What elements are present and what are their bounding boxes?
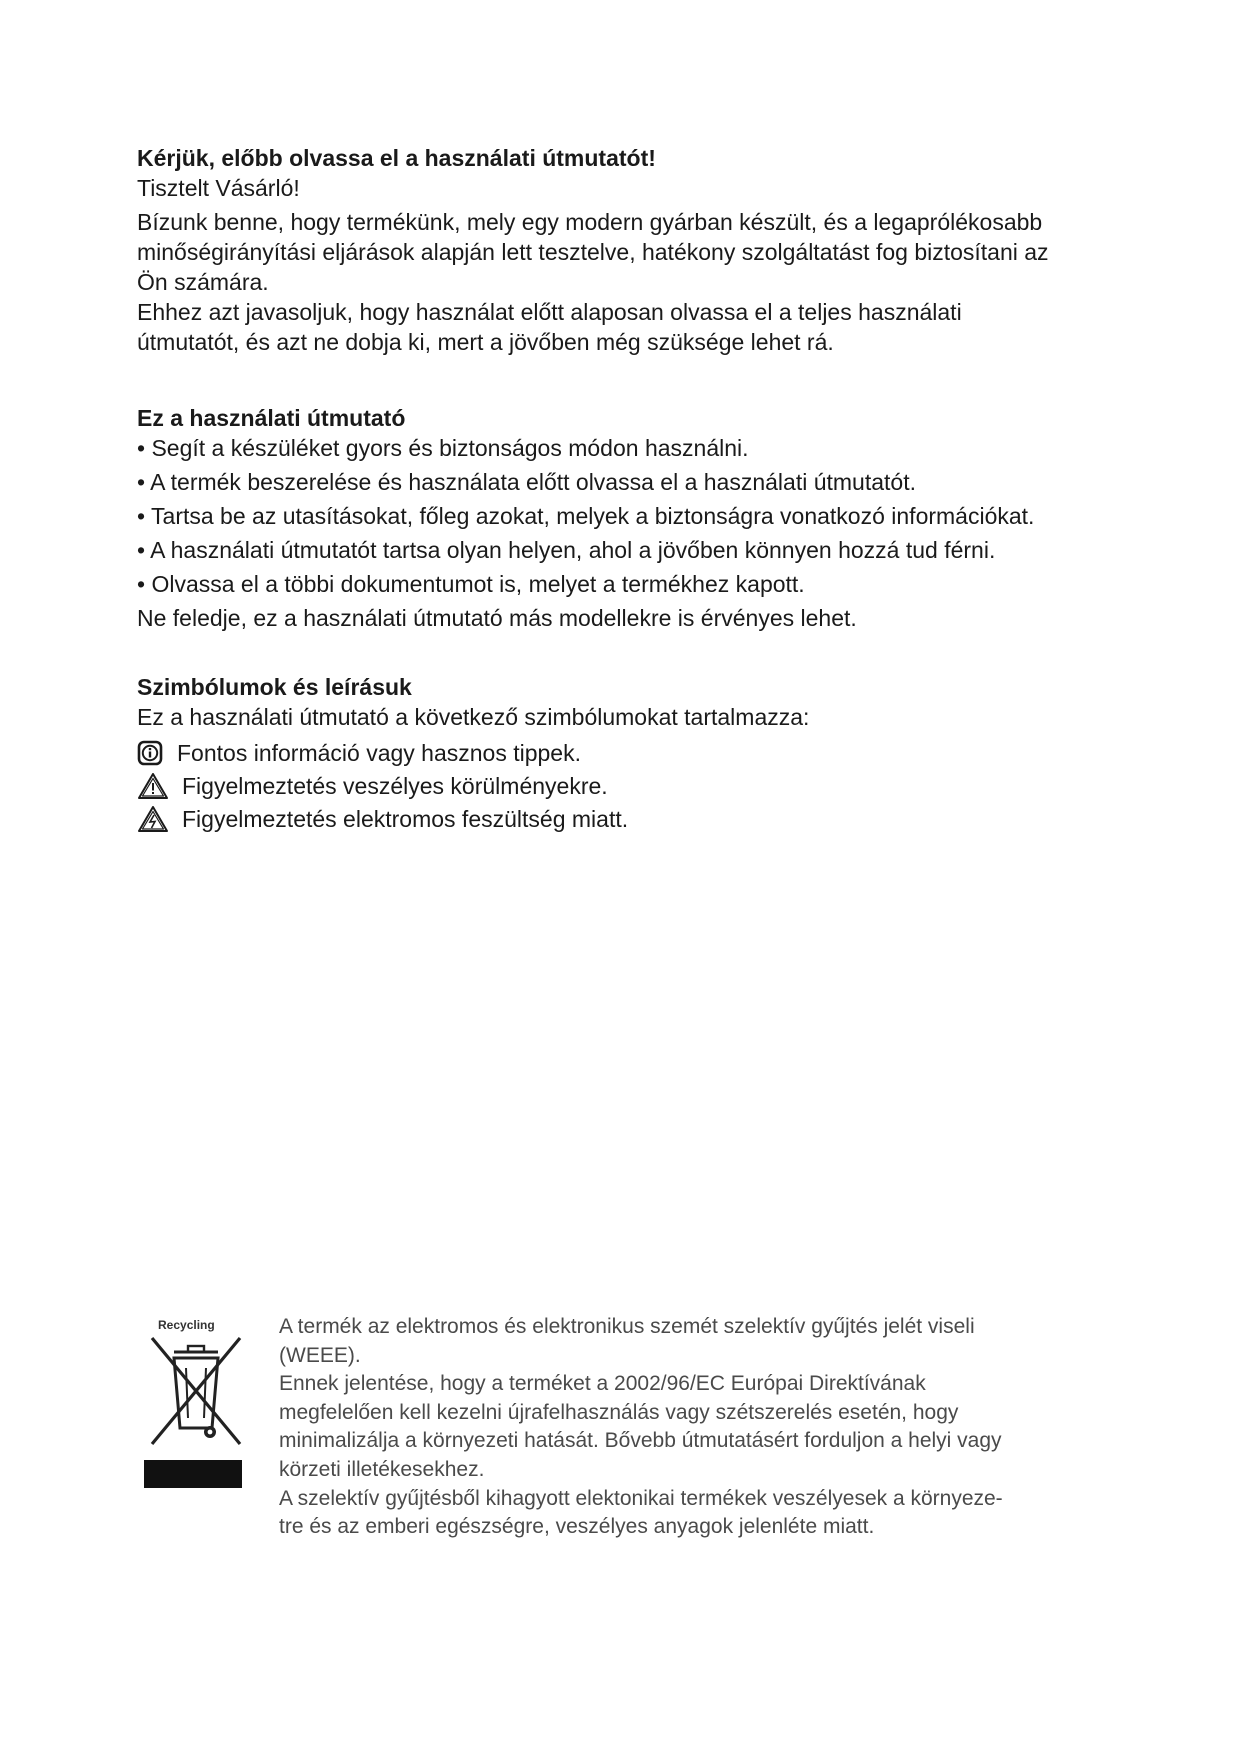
symbols-intro: Ez a használati útmutató a következő szimbólumokat tartalmazza:	[137, 704, 810, 730]
manual-heading: Ez a használati útmutató	[137, 405, 406, 431]
bullet-item: • A termék beszerelése és használata előtt olvassa el a használati útmutatót.	[137, 469, 916, 495]
bullet-item: • Segít a készüléket gyors és biztonságos módon használni.	[137, 435, 749, 461]
intro-paragraph-line: minőségirányítási eljárások alapján lett tesztelve, hatékony szolgáltatást fog biztosítani az	[137, 239, 1049, 265]
weee-line: Ennek jelentése, hogy a terméket a 2002/96/EC Európai Direktívának	[279, 1372, 926, 1396]
crossed-bin-icon	[144, 1332, 248, 1492]
electric-warning-icon	[137, 805, 169, 833]
weee-line: körzeti illetékesekhez.	[279, 1457, 485, 1481]
intro-heading: Kérjük, előbb olvassa el a használati útmutatót!	[137, 145, 656, 171]
bullet-item: • Tartsa be az utasításokat, főleg azokat, melyek a biztonságra vonatkozó információkat.	[137, 503, 1035, 529]
greeting: Tisztelt Vásárló!	[137, 175, 300, 201]
warning-triangle-icon	[137, 772, 169, 800]
symbol-row-info	[137, 736, 809, 769]
bullet-item: • Olvassa el a többi dokumentumot is, melyet a termékhez kapott.	[137, 571, 805, 597]
weee-line: megfelelően kell kezelni újrafelhasználás vagy szétszerelés esetén, hogy	[279, 1400, 959, 1424]
recycling-label: Recycling	[158, 1318, 215, 1332]
intro-paragraph-line: Ehhez azt javasoljuk, hogy használat előtt alaposan olvassa el a teljes használati	[137, 299, 962, 325]
weee-line: A szelektív gyűjtésből kihagyott elektonikai termékek veszélyesek a környeze-	[279, 1486, 1003, 1510]
info-icon	[137, 740, 163, 766]
symbol-electric-text: Figyelmeztetés elektromos feszültség miatt.	[182, 805, 629, 832]
manual-note: Ne feledje, ez a használati útmutató más modellekre is érvényes lehet.	[137, 605, 857, 631]
intro-paragraph-line: Bízunk benne, hogy termékünk, mely egy modern gyárban készült, és a legaprólékosabb	[137, 209, 1043, 235]
symbol-info-text: Fontos információ vagy hasznos tippek.	[177, 739, 581, 766]
intro-section	[137, 143, 1049, 357]
weee-text	[279, 1313, 1003, 1542]
symbol-row-electric	[137, 802, 809, 835]
symbols-section	[137, 672, 809, 835]
weee-line: (WEEE).	[279, 1343, 361, 1367]
bullet-item: • A használati útmutatót tartsa olyan helyen, ahol a jövőben könnyen hozzá tud férni.	[137, 537, 996, 563]
weee-line: tre és az emberi egészségre, veszélyes anyagok jelenléte miatt.	[279, 1515, 875, 1539]
symbols-heading: Szimbólumok és leírásuk	[137, 674, 412, 700]
intro-paragraph-line: Ön számára.	[137, 269, 269, 295]
intro-paragraph-line: útmutatót, és azt ne dobja ki, mert a jövőben még szüksége lehet rá.	[137, 329, 834, 355]
symbol-warning-text: Figyelmeztetés veszélyes körülményekre.	[182, 772, 608, 799]
manual-section	[137, 403, 1034, 633]
symbol-row-warning	[137, 769, 809, 802]
weee-line: A termék az elektromos és elektronikus szemét szelektív gyűjtés jelét viseli	[279, 1315, 975, 1338]
weee-line: minimalizálja a környezeti hatását. Bővebb útmutatásért forduljon a helyi vagy	[279, 1429, 1002, 1453]
